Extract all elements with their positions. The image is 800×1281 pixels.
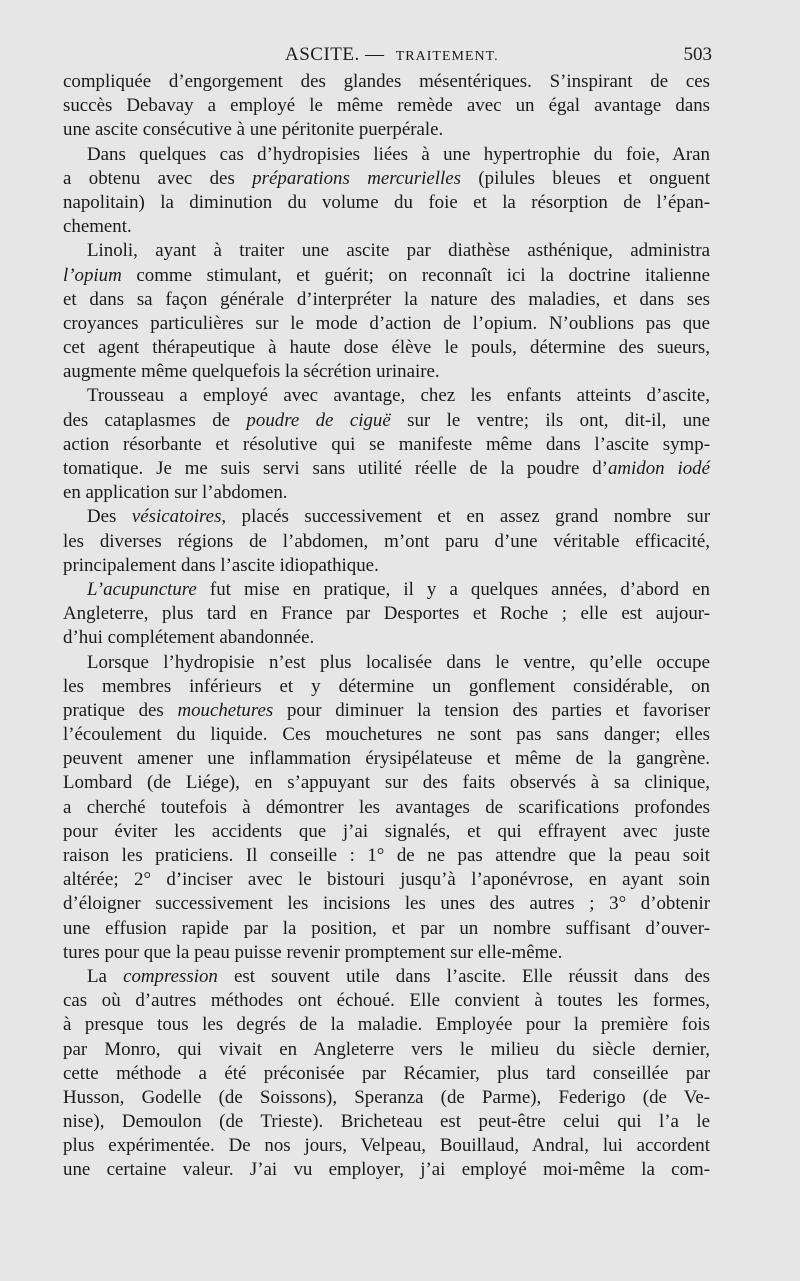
emphasis-text: préparations mercurielles	[252, 167, 461, 189]
text-line: principalement dans l’ascite idiopathique.	[63, 554, 379, 576]
text-line: d’éloigner successivement les incisions les unes des autres ; 3° d’obtenir	[63, 893, 710, 915]
line-text: tomatique. Je me suis servi sans utilité réelle de la poudre d’	[63, 458, 608, 479]
text-line: chement.	[63, 216, 132, 238]
text-line: cette méthode a été préconisée par Récamier, plus tard conseillée par	[63, 1062, 710, 1084]
text-line	[63, 699, 710, 723]
text-line: compliquée d’engorgement des glandes mésentériques. S’inspirant de ces	[63, 71, 710, 92]
line-text: a obtenu avec des	[63, 167, 253, 189]
text-line: à presque tous les degrés de la maladie. Employée pour la première fois	[63, 1014, 710, 1036]
line-text: comme stimulant, et guérit; on reconnaît ici la doctrine italienne	[121, 264, 710, 286]
text-line: en application sur l’abdomen.	[63, 482, 288, 504]
text-line	[63, 264, 710, 288]
text-line: napolitain) la diminution du volume du foie et la résorption de l’épan-	[63, 191, 710, 213]
text-line	[63, 167, 710, 191]
text-line	[63, 409, 710, 433]
text-line	[63, 457, 710, 481]
text-line: cet agent thérapeutique à haute dose élève le pouls, détermine des sueurs,	[63, 337, 710, 359]
text-line: une ascite consécutive à une péritonite puerpérale.	[63, 119, 444, 141]
text-line: Lorsque l’hydropisie n’est plus localisée dans le ventre, qu’elle occupe	[87, 651, 710, 673]
text-line: pour éviter les accidents que j’ai signalés, et qui effrayent avec juste	[63, 820, 710, 842]
emphasis-text: l’opium	[63, 264, 122, 286]
text-line	[63, 505, 710, 529]
text-line: et dans sa façon générale d’interpréter la nature des maladies, et dans ses	[63, 288, 710, 310]
text-line: Angleterre, plus tard en France par Desportes et Roche ; elle est aujour-	[63, 603, 710, 625]
page-number: 503	[683, 44, 712, 65]
line-text: des cataplasmes de	[63, 409, 247, 431]
running-header	[60, 44, 712, 72]
line-text: , placés successivement et en assez grand nombre sur	[221, 506, 710, 528]
text-line	[63, 578, 710, 602]
text-line: augmente même quelquefois la sécrétion urinaire.	[63, 361, 440, 383]
running-title	[285, 44, 499, 66]
text-line: succès Debavay a employé le même remède avec un égal avantage dans	[63, 95, 710, 117]
text-line: les diverses régions de l’abdomen, m’ont paru d’une véritable efficacité,	[63, 530, 710, 552]
text-line: tures pour que la peau puisse revenir promptement sur elle-même.	[63, 941, 563, 963]
text-line: croyances particulières sur le mode d’action de l’opium. N’oublions pas que	[63, 312, 710, 334]
line-text: pour diminuer la tension des parties et favoriser	[273, 699, 710, 721]
text-line: a cherché toutefois à démontrer les avantages de scarifications profondes	[63, 796, 710, 818]
chapter-title: ASCITE.	[285, 44, 360, 65]
text-line: Linoli, ayant à traiter une ascite par diathèse asthénique, administra	[87, 240, 710, 262]
emphasis-text: poudre de ciguë	[246, 409, 391, 431]
line-text: Des	[87, 506, 132, 528]
text-line	[63, 965, 710, 989]
line-text: sur le ventre; ils ont, dit-il, une	[390, 409, 710, 431]
text-line: cas où d’autres méthodes ont échoué. Elle convient à toutes les formes,	[63, 990, 710, 1012]
text-line: Husson, Godelle (de Soissons), Speranza (de Parme), Federigo (de Ve-	[63, 1086, 710, 1108]
text-line: peuvent amener une inflammation érysipélateuse et même de la gangrène.	[63, 748, 710, 770]
text-line: les membres inférieurs et y détermine un gonflement considérable, on	[63, 675, 710, 697]
text-line: l’écoulement du liquide. Ces mouchetures ne sont pas sans danger; elles	[63, 724, 710, 746]
line-text: fut mise en pratique, il y a quelques années, d’abord en	[196, 578, 710, 600]
line-text: est souvent utile dans l’ascite. Elle réussit dans des	[217, 965, 710, 987]
text-line: par Monro, qui vivait en Angleterre vers le milieu du siècle dernier,	[63, 1038, 710, 1060]
line-text: (pilules bleues et onguent	[460, 167, 710, 189]
text-line: d’hui complétement abandonnée.	[63, 627, 315, 649]
text-line: une certaine valeur. J’ai vu employer, j’ai employé moi-même la com-	[63, 1159, 710, 1181]
text-line: une effusion rapide par la position, et par un nombre suffisant d’ouver-	[63, 917, 710, 939]
text-line: Lombard (de Liége), en s’appuyant sur des faits observés à sa clinique,	[63, 772, 710, 794]
body-text	[63, 70, 710, 1183]
text-line: altérée; 2° d’inciser avec le bistouri jusqu’à l’aponévrose, en ayant soin	[63, 869, 710, 891]
emphasis-text: L’acupuncture	[87, 578, 197, 600]
text-line: Trousseau a employé avec avantage, chez les enfants atteints d’ascite,	[87, 385, 710, 407]
emphasis-text: mouchetures	[177, 699, 274, 721]
emphasis-text: compression	[123, 965, 218, 987]
line-text: La	[87, 965, 124, 987]
emphasis-text: amidon iodé	[607, 458, 710, 479]
line-text: pratique des	[63, 699, 178, 721]
text-line: action résorbante et résolutive qui se manifeste même dans l’ascite symp-	[63, 433, 710, 455]
text-line: plus expérimentée. De nos jours, Velpeau, Bouillaud, Andral, lui accordent	[63, 1135, 710, 1157]
text-line: raison les praticiens. Il conseille : 1° de ne pas attendre que la peau soit	[63, 845, 710, 866]
emphasis-text: vésicatoires	[131, 506, 222, 528]
title-dash: —	[365, 44, 385, 65]
section-title: TRAITEMENT.	[395, 49, 499, 64]
text-line: nise), Demoulon (de Trieste). Bricheteau est peut-être celui qui l’a le	[63, 1111, 710, 1133]
text-line: Dans quelques cas d’hydropisies liées à une hypertrophie du foie, Aran	[87, 143, 710, 165]
